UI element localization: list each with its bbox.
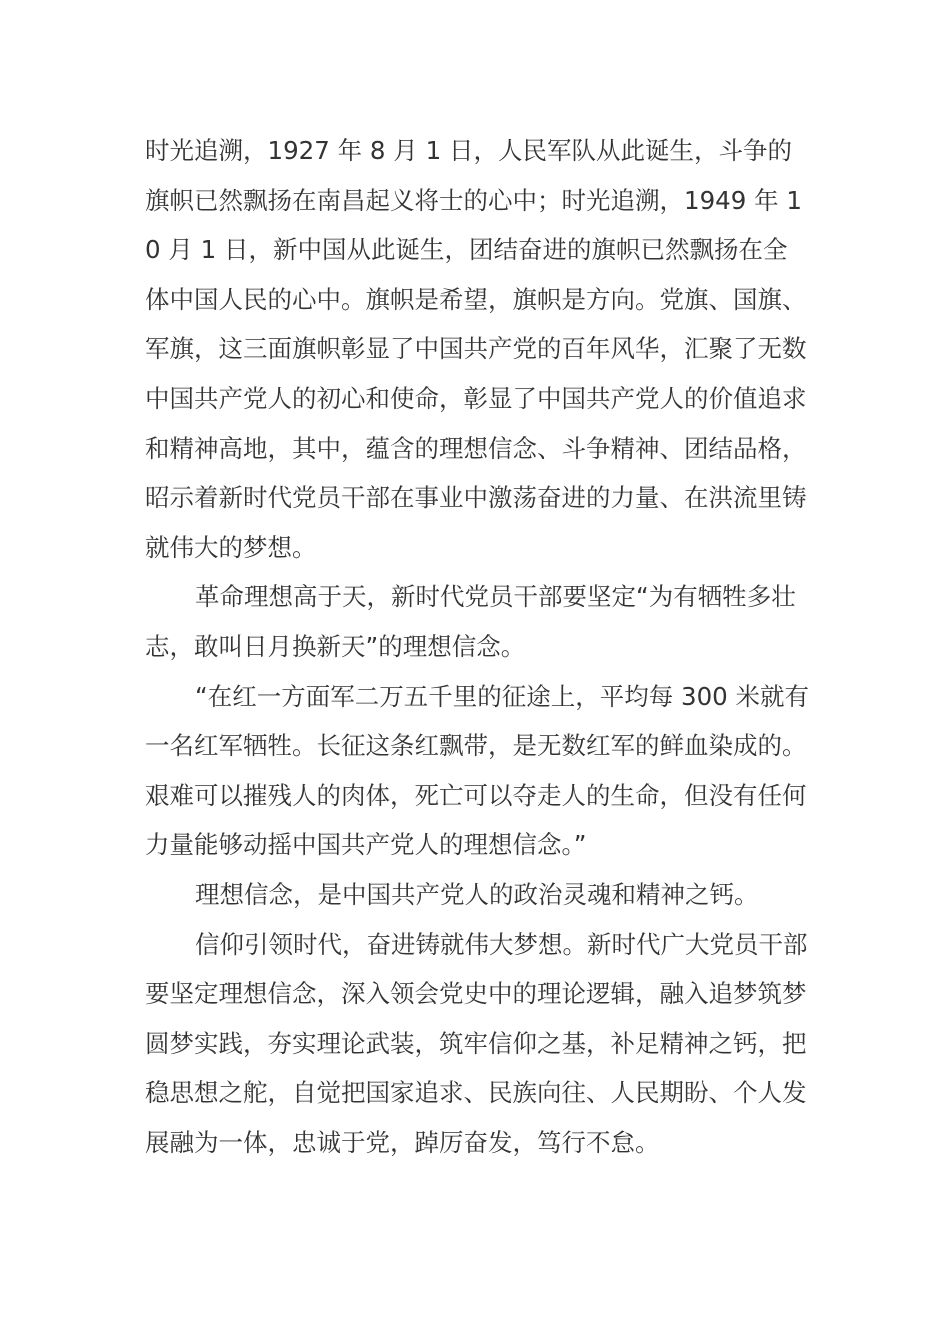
paragraph-2: 革命理想高于天，新时代党员干部要坚定“为有牺牲多壮志，敢叫日月换新天”的理想信念。 [145, 582, 796, 661]
paragraph-3-quote: “在红一方面军二万五千里的征途上，平均每 300 米就有一名红军牺牲。长征这条红飘带，是无数红军的鲜血染成的。艰难可以摧残人的肉体，死亡可以夺走人的生命，但没有任何力量能够动摇中国共产党人的理想信念。” [145, 681, 810, 860]
paragraph-1: 时光追溯，1927 年 8 月 1 日，人民军队从此诞生，斗争的旗帜已然飘扬在南昌起义将士的心中；时光追溯，1949 年 10 月 1 日，新中国从此诞生，团结奋进的旗帜已然飘扬在全体中国人民的心中。旗帜是希望，旗帜是方向。党旗、国旗、军旗，这三面旗帜彰显了中国共产党的百年风华，汇聚了无数中国共产党人的初心和使命，彰显了中国共产党人的价值追求和精神高地，其中，蕴含的理想信念、斗争精神、团结品格，昭示着新时代党员干部在事业中激荡奋进的力量、在洪流里铸就伟大的梦想。 [145, 136, 807, 562]
paragraph-5: 信仰引领时代，奋进铸就伟大梦想。新时代广大党员干部要坚定理想信念，深入领会党史中的理论逻辑，融入追梦筑梦圆梦实践，夯实理论武装，筑牢信仰之基，补足精神之钙，把稳思想之舵，自觉把国家追求、民族向往、人民期盼、个人发展融为一体，忠诚于党，踔厉奋发，笃行不怠。 [145, 929, 808, 1157]
paragraph-4: 理想信念，是中国共产党人的政治灵魂和精神之钙。 [195, 879, 759, 909]
document-body [145, 126, 810, 1167]
